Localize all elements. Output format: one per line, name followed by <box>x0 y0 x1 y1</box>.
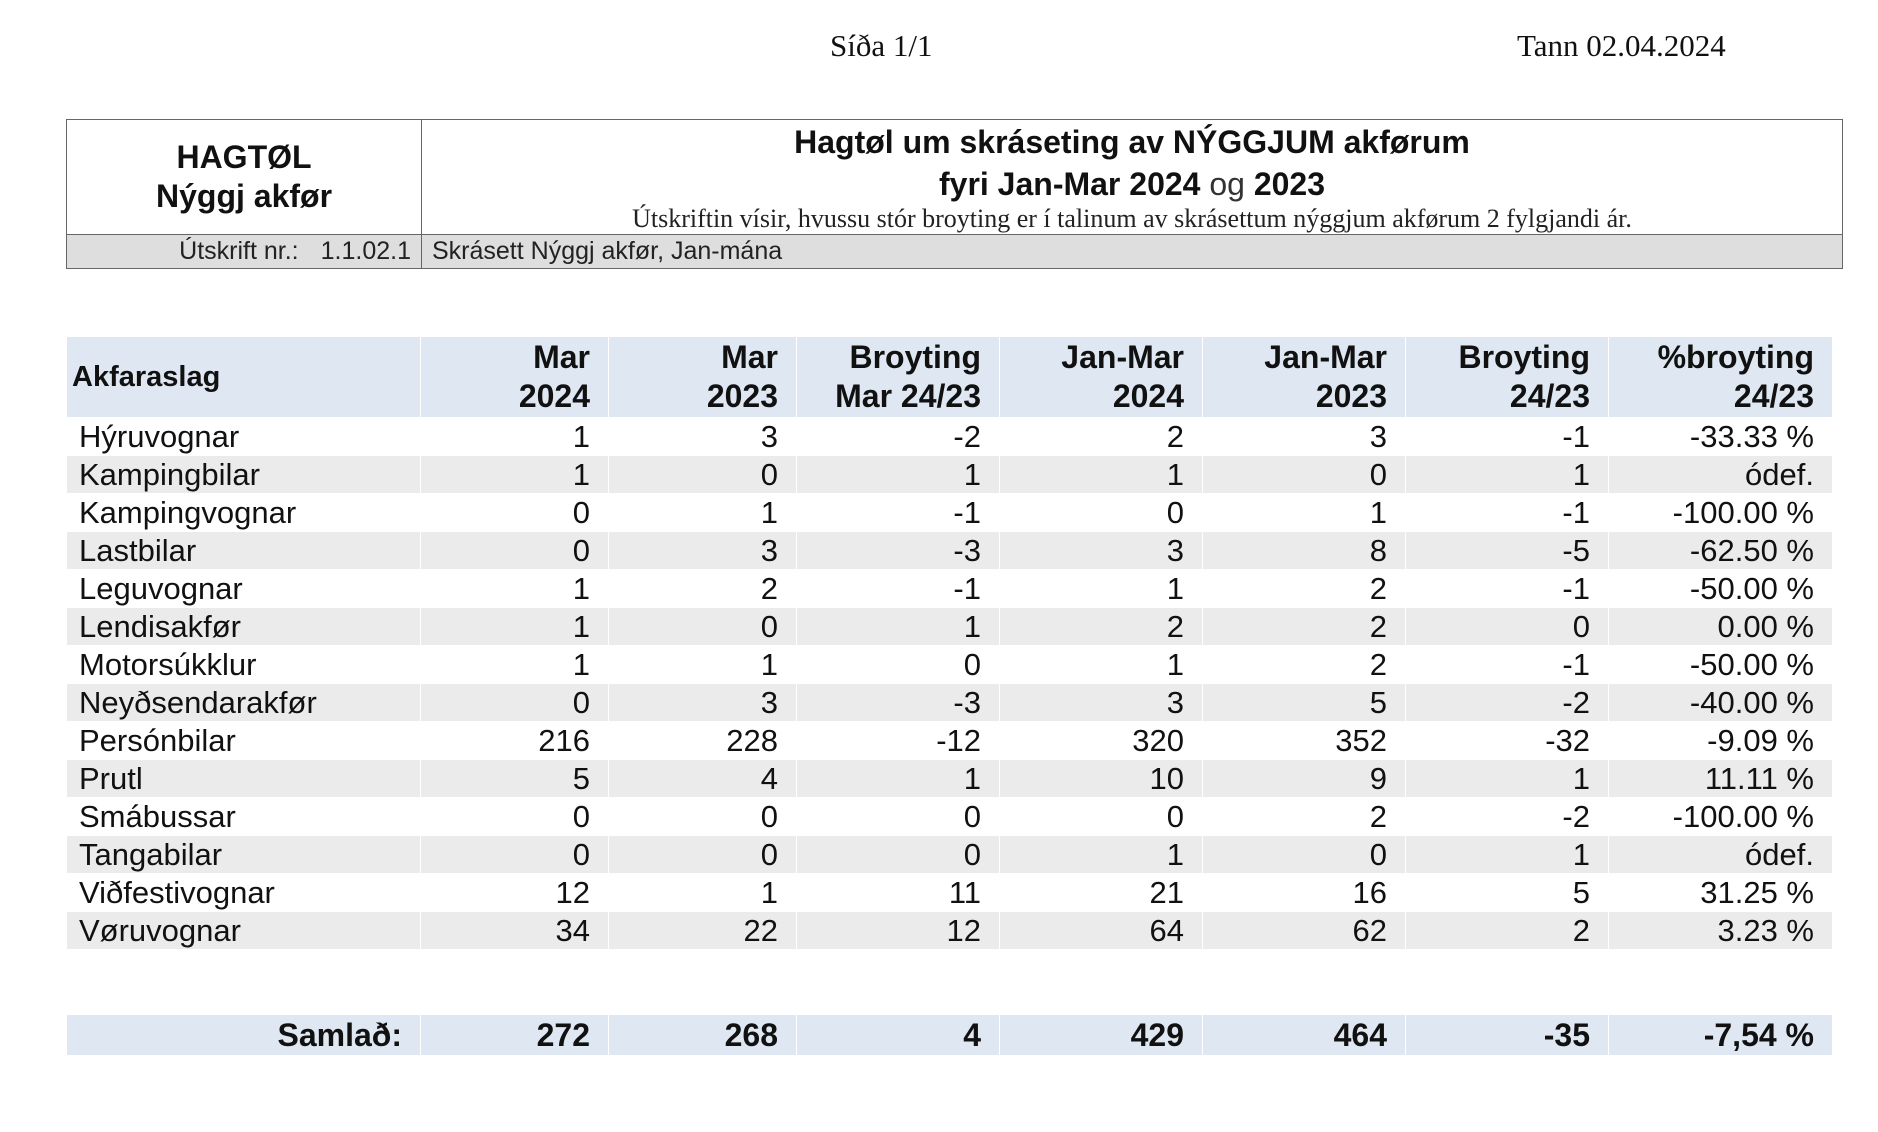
table-row <box>67 494 1833 532</box>
printout-number: 1.1.02.1 <box>320 237 411 265</box>
value-cell: 0 <box>1000 494 1203 532</box>
vehicle-type-cell: Kampingvognar <box>67 494 421 532</box>
report-title: Hagtøl um skráseting av NÝGGJUM akførum <box>794 124 1470 160</box>
value-cell: 2 <box>609 570 797 608</box>
column-header-line2: 2024 <box>518 378 590 414</box>
value-cell: -1 <box>797 494 1000 532</box>
value-cell: 21 <box>1000 874 1203 912</box>
value-cell: 0 <box>797 836 1000 874</box>
value-cell: 11 <box>797 874 1000 912</box>
value-cell: 5 <box>421 760 609 798</box>
total-row <box>67 1015 1833 1056</box>
vehicle-type-cell: Persónbilar <box>67 722 421 760</box>
value-cell: -1 <box>1406 418 1609 456</box>
vehicle-type-cell: Leguvognar <box>67 570 421 608</box>
value-cell: 1 <box>1000 570 1203 608</box>
value-cell: 1 <box>421 646 609 684</box>
value-cell: 2 <box>1203 798 1406 836</box>
value-cell: 0 <box>421 798 609 836</box>
value-cell: 0 <box>609 836 797 874</box>
column-header <box>67 337 421 418</box>
table-header-row <box>67 337 1833 418</box>
value-cell: -100.00 % <box>1609 494 1833 532</box>
value-cell: 0 <box>421 836 609 874</box>
value-cell: 216 <box>421 722 609 760</box>
value-cell: 0 <box>421 532 609 570</box>
value-cell: 1 <box>421 456 609 494</box>
table-row <box>67 836 1833 874</box>
statistics-table <box>66 336 1833 950</box>
value-cell: -1 <box>797 570 1000 608</box>
table-row <box>67 456 1833 494</box>
value-cell: 1 <box>1000 836 1203 874</box>
value-cell: 9 <box>1203 760 1406 798</box>
value-cell: -62.50 % <box>1609 532 1833 570</box>
column-header-line1: %broyting <box>1657 339 1814 375</box>
total-value: -7,54 % <box>1609 1015 1833 1056</box>
value-cell: 228 <box>609 722 797 760</box>
value-cell: 320 <box>1000 722 1203 760</box>
report-category <box>67 120 422 234</box>
value-cell: 3 <box>1000 532 1203 570</box>
total-value: -35 <box>1406 1015 1609 1056</box>
vehicle-type-cell: Hýruvognar <box>67 418 421 456</box>
value-cell: -1 <box>1406 494 1609 532</box>
column-header <box>1203 337 1406 418</box>
value-cell: 62 <box>1203 912 1406 950</box>
vehicle-type-cell: Lastbilar <box>67 532 421 570</box>
value-cell: -1 <box>1406 646 1609 684</box>
table-row <box>67 798 1833 836</box>
report-header <box>66 119 1843 269</box>
category-title: HAGTØL <box>176 139 312 175</box>
table-row <box>67 418 1833 456</box>
value-cell: 8 <box>1203 532 1406 570</box>
printout-id <box>67 235 422 268</box>
value-cell: 1 <box>1000 646 1203 684</box>
total-label: Samlað: <box>67 1015 421 1056</box>
vehicle-type-cell: Vøruvognar <box>67 912 421 950</box>
value-cell: 10 <box>1000 760 1203 798</box>
value-cell: 3 <box>609 418 797 456</box>
column-header-line1: Jan-Mar <box>1264 339 1387 375</box>
vehicle-type-cell: Neyðsendarakfør <box>67 684 421 722</box>
table-row <box>67 532 1833 570</box>
value-cell: 4 <box>609 760 797 798</box>
value-cell: 1 <box>1406 456 1609 494</box>
value-cell: 1 <box>797 608 1000 646</box>
table-row <box>67 646 1833 684</box>
value-cell: 0 <box>421 684 609 722</box>
value-cell: 3 <box>609 532 797 570</box>
column-header-line2: 2023 <box>706 378 778 414</box>
total-value: 268 <box>609 1015 797 1056</box>
value-cell: 1 <box>421 418 609 456</box>
value-cell: -33.33 % <box>1609 418 1833 456</box>
column-header <box>1000 337 1203 418</box>
value-cell: 0 <box>1406 608 1609 646</box>
vehicle-type-cell: Smábussar <box>67 798 421 836</box>
vehicle-type-cell: Prutl <box>67 760 421 798</box>
total-value: 4 <box>797 1015 1000 1056</box>
value-cell: 352 <box>1203 722 1406 760</box>
value-cell: -2 <box>1406 684 1609 722</box>
value-cell: -2 <box>1406 798 1609 836</box>
category-subtitle: Nýggj akfør <box>155 178 333 214</box>
table-row <box>67 760 1833 798</box>
column-header <box>609 337 797 418</box>
column-header <box>1609 337 1833 418</box>
value-cell: -12 <box>797 722 1000 760</box>
value-cell: -3 <box>797 532 1000 570</box>
value-cell: -2 <box>797 418 1000 456</box>
column-header-line1: Broyting <box>1458 339 1590 375</box>
column-header-line1: Jan-Mar <box>1061 339 1184 375</box>
table-row <box>67 722 1833 760</box>
value-cell: 64 <box>1000 912 1203 950</box>
total-value: 464 <box>1203 1015 1406 1056</box>
page-number: Síða 1/1 <box>830 28 933 63</box>
column-header-line1: Mar <box>533 339 590 375</box>
value-cell: 1 <box>797 760 1000 798</box>
column-header-line2: 2024 <box>1112 378 1184 414</box>
value-cell: 12 <box>797 912 1000 950</box>
value-cell: 3 <box>1000 684 1203 722</box>
vehicle-type-cell: Kampingbilar <box>67 456 421 494</box>
vehicle-type-cell: Tangabilar <box>67 836 421 874</box>
value-cell: 2 <box>1203 608 1406 646</box>
printout-info <box>67 234 1842 268</box>
value-cell: -9.09 % <box>1609 722 1833 760</box>
value-cell: 3.23 % <box>1609 912 1833 950</box>
value-cell: 12 <box>421 874 609 912</box>
table-row <box>67 608 1833 646</box>
vehicle-type-cell: Lendisakfør <box>67 608 421 646</box>
column-header-line1: Broyting <box>849 339 981 375</box>
period-conjunction: og <box>1209 166 1245 202</box>
totals-table <box>66 1014 1833 1056</box>
column-header-line2: 24/23 <box>1733 378 1814 414</box>
value-cell: 5 <box>1406 874 1609 912</box>
report-description: Útskriftin vísir, hvussu stór broyting er í talinum av skrásettum nýggjum akførum 2 fylgjandi ár. <box>632 204 1632 233</box>
value-cell: 0 <box>609 456 797 494</box>
value-cell: 1 <box>1203 494 1406 532</box>
value-cell: ódef. <box>1609 836 1833 874</box>
column-header <box>1406 337 1609 418</box>
column-header <box>797 337 1000 418</box>
value-cell: -5 <box>1406 532 1609 570</box>
value-cell: 3 <box>609 684 797 722</box>
value-cell: 2 <box>1203 646 1406 684</box>
value-cell: 0 <box>1203 836 1406 874</box>
print-date: Tann 02.04.2024 <box>1517 28 1726 63</box>
column-header-line2: Mar 24/23 <box>835 378 981 414</box>
value-cell: 1 <box>609 646 797 684</box>
value-cell: 16 <box>1203 874 1406 912</box>
column-header-line2: 24/23 <box>1509 378 1590 414</box>
value-cell: -32 <box>1406 722 1609 760</box>
value-cell: 0 <box>797 798 1000 836</box>
value-cell: ódef. <box>1609 456 1833 494</box>
value-cell: 0 <box>609 608 797 646</box>
column-header <box>421 337 609 418</box>
value-cell: 1 <box>421 608 609 646</box>
period-current: fyri Jan-Mar 2024 <box>938 166 1201 202</box>
value-cell: -3 <box>797 684 1000 722</box>
total-value: 272 <box>421 1015 609 1056</box>
printout-description: Skrásett Nýggj akfør, Jan-mána <box>432 237 783 265</box>
printout-label: Útskrift nr.: <box>179 237 299 265</box>
value-cell: -50.00 % <box>1609 570 1833 608</box>
value-cell: 1 <box>797 456 1000 494</box>
table-row <box>67 570 1833 608</box>
value-cell: 1 <box>1406 836 1609 874</box>
vehicle-type-cell: Viðfestivognar <box>67 874 421 912</box>
column-header-line1: Akfaraslag <box>72 360 221 393</box>
total-value: 429 <box>1000 1015 1203 1056</box>
value-cell: 1 <box>609 874 797 912</box>
value-cell: 2 <box>1406 912 1609 950</box>
value-cell: 0 <box>421 494 609 532</box>
value-cell: 0 <box>1203 456 1406 494</box>
column-header-line1: Mar <box>721 339 778 375</box>
value-cell: -100.00 % <box>1609 798 1833 836</box>
value-cell: 0 <box>1000 798 1203 836</box>
value-cell: 5 <box>1203 684 1406 722</box>
value-cell: 0 <box>609 798 797 836</box>
table-row <box>67 912 1833 950</box>
table-row <box>67 684 1833 722</box>
value-cell: 2 <box>1000 418 1203 456</box>
value-cell: 3 <box>1203 418 1406 456</box>
value-cell: 2 <box>1203 570 1406 608</box>
value-cell: 2 <box>1000 608 1203 646</box>
report-title-block <box>422 120 1842 234</box>
value-cell: 1 <box>1406 760 1609 798</box>
value-cell: 1 <box>421 570 609 608</box>
value-cell: 31.25 % <box>1609 874 1833 912</box>
value-cell: 1 <box>1000 456 1203 494</box>
value-cell: -1 <box>1406 570 1609 608</box>
value-cell: -50.00 % <box>1609 646 1833 684</box>
value-cell: 0 <box>797 646 1000 684</box>
value-cell: -40.00 % <box>1609 684 1833 722</box>
value-cell: 0.00 % <box>1609 608 1833 646</box>
value-cell: 1 <box>609 494 797 532</box>
table-row <box>67 874 1833 912</box>
column-header-line2: 2023 <box>1315 378 1387 414</box>
value-cell: 11.11 % <box>1609 760 1833 798</box>
value-cell: 22 <box>609 912 797 950</box>
vehicle-type-cell: Motorsúkklur <box>67 646 421 684</box>
report-period <box>422 164 1842 204</box>
value-cell: 34 <box>421 912 609 950</box>
period-previous: 2023 <box>1253 166 1326 202</box>
